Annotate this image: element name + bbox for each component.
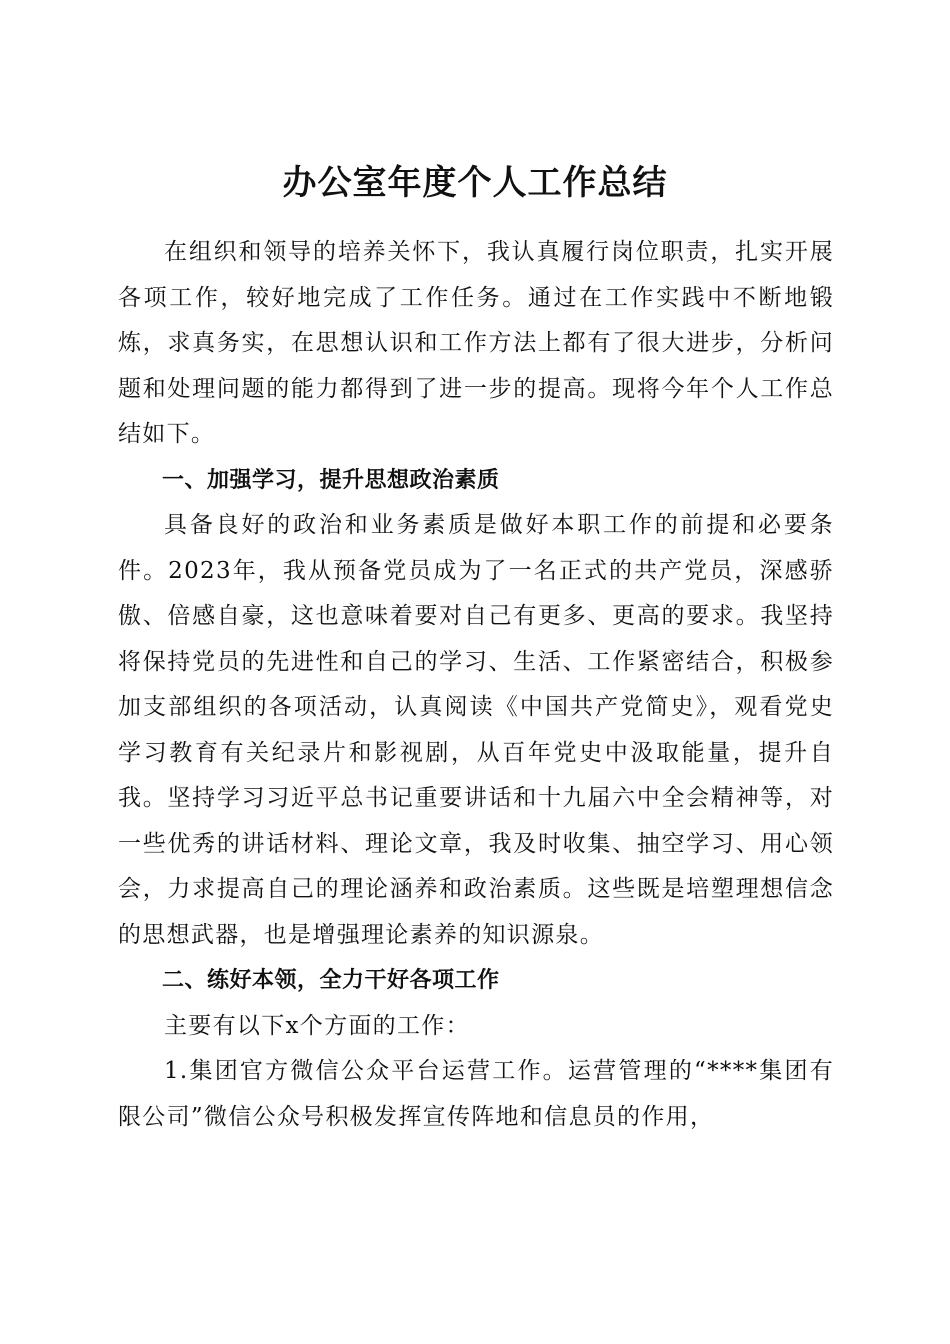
- section2-paragraph-1: 主要有以下x个方面的工作：: [164, 1012, 470, 1039]
- section1-paragraph: 具备良好的政治和业务素质是做好本职工作的前提和必要条件。2023年，我从预备党员成为了一名正式的共产党员，深感骄傲、倍感自豪，这也意味着要对自己有更多、更高的要求。我坚持将保持党员的先进性和自己的学习、生活、工作紧密结合，积极参加支部组织的各项活动，认真阅读《中国共产党简史》，观看党史学习教育有关纪录片和影视剧，从百年党史中汲取能量，提升自我。坚持学习习近平总书记重要讲话和十九届六中全会精神等，对一些优秀的讲话材料、理论文章，我及时收集、抽空学习、用心领会，力求提高自己的理论涵养和政治素质。这些既是培塑理想信念的思想武器，也是增强理论素养的知识源泉。: [118, 512, 834, 948]
- section2-heading: 二、练好本领，全力干好各项工作: [162, 968, 500, 993]
- document-body: [118, 230, 834, 1140]
- section1-heading: 一、加强学习，提升思想政治素质: [162, 467, 500, 493]
- document-title: 办公室年度个人工作总结: [282, 162, 668, 203]
- section2-paragraph-2: 1.集团官方微信公众平台运营工作。运营管理的“****集团有限公司”微信公众号积极发挥宣传阵地和信息员的作用，: [118, 1058, 834, 1130]
- intro-paragraph: 在组织和领导的培养关怀下，我认真履行岗位职责，扎实开展各项工作，较好地完成了工作任务。通过在工作实践中不断地锻炼，求真务实，在思想认识和工作方法上都有了很大进步，分析问题和处理问题的能力都得到了进一步的提高。现将今年个人工作总结如下。: [118, 239, 834, 447]
